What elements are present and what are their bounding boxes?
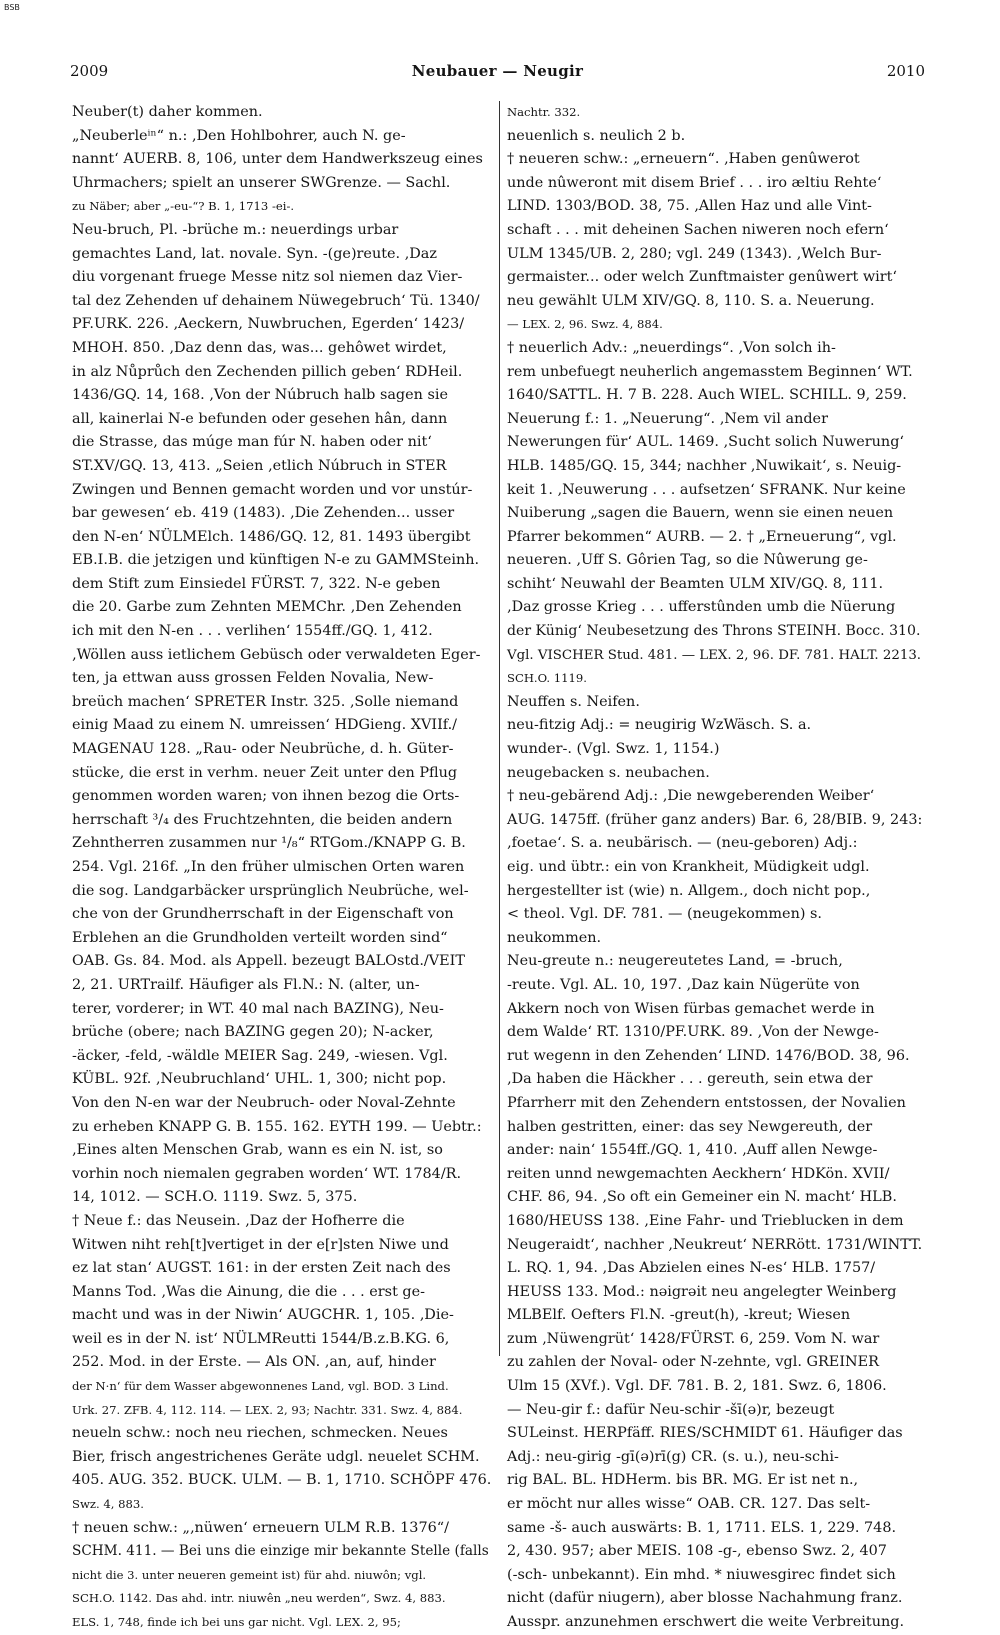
text-line: neueln schw.: noch neu riechen, schmecken. Neues xyxy=(72,1425,448,1442)
text-line: Nuiberung „sagen die Bauern, wenn sie einen neuen xyxy=(507,505,894,522)
text-line: MLBElf. Oefters Fl.N. -greut(h), -kreut; Wiesen xyxy=(507,1307,851,1324)
text-line: die Strasse, das múge man fúr N. haben oder nit‘ xyxy=(72,434,432,451)
column-divider xyxy=(499,101,500,1356)
text-line: 405. AUG. 352. BUCK. ULM. — B. 1, 1710. SCHÖPF 476. xyxy=(72,1472,492,1489)
page-number-left: 2009 xyxy=(70,62,109,80)
text-line: neu-fitzig Adj.: = neugirig WzWäsch. S. a. xyxy=(507,717,812,734)
text-line: ‚Da haben die Häckher . . . gereuth, sein etwa der xyxy=(507,1071,873,1088)
page-number-right: 2010 xyxy=(886,62,925,80)
text-line: CHF. 86, 94. ‚So oft ein Gemeiner ein N. macht‘ HLB. xyxy=(507,1189,897,1206)
text-line: MHOH. 850. ‚Daz denn das, was... gehôwet wirdet, xyxy=(72,339,447,356)
text-line: „Neuberleⁱⁿ“ n.: ‚Den Hohlbohrer, auch N. ge- xyxy=(72,127,406,144)
text-line: OAB. Gs. 84. Mod. als Appell. bezeugt BALOstd./VEIT xyxy=(72,953,465,970)
text-line: † neu-gebärend Adj.: ‚Die newgeberenden Weiber‘ xyxy=(507,788,875,805)
text-line: 1680/HEUSS 138. ‚Eine Fahr- und Trieblucken in dem xyxy=(507,1212,904,1229)
text-line: dem Stift zum Einsiedel FÜRST. 7, 322. N-e geben xyxy=(72,575,441,592)
text-line: neueren. ‚Uff S. Gôrien Tag, so die Nûwerung ge- xyxy=(507,552,868,569)
text-line: PF.URK. 226. ‚Aeckern, Nuwbruchen, Egerden‘ 1423/ xyxy=(72,316,465,333)
text-line: unde nûweront mit disem Brief . . . iro æltiu Rehte‘ xyxy=(507,174,882,191)
text-line: ez lat stan‘ AUGST. 161: in der ersten Zeit nach des xyxy=(72,1260,451,1277)
text-line: Uhrmachers; spielt an unserer SWGrenze. — Sachl. xyxy=(72,174,451,191)
text-line: macht und was in der Niwin‘ AUGCHR. 1, 105. ‚Die- xyxy=(72,1307,454,1324)
text-line: Bier, frisch angestrichenes Geräte udgl. neuelet SCHM. xyxy=(72,1448,480,1465)
text-line: Vgl. VISCHER Stud. 481. — LEX. 2, 96. DF. 781. HALT. 2213. xyxy=(507,647,922,663)
text-line: neugebacken s. neubachen. xyxy=(507,764,710,781)
text-line: neukommen. xyxy=(507,929,602,946)
text-line: Urk. 27. ZFB. 4, 112. 114. — LEX. 2, 93; Nachtr. 331. Swz. 4, 884. xyxy=(72,1402,463,1417)
text-line: Witwen niht reh[t]vertiget in der e[r]sten Niwe und xyxy=(72,1236,449,1253)
text-line: schaft . . . mit deheinen Sachen niweren noch efern‘ xyxy=(507,221,889,238)
text-line: Neugeraidt‘, nachher ‚Neukreut‘ NERRött. 1731/WINTT. xyxy=(507,1236,923,1253)
left-column xyxy=(72,101,493,1629)
text-line: same -š- auch auswärts: B. 1, 1711. ELS. 1, 229. 748. xyxy=(507,1519,897,1536)
text-line: Neuber(t) daher kommen. xyxy=(72,104,263,120)
text-line: SULeinst. HERPfäff. RIES/SCHMIDT 61. Häufiger das xyxy=(507,1425,903,1442)
text-line: ‚foetae‘. S. a. neubärisch. — (neu-geboren) Adj.: xyxy=(507,835,858,852)
text-line: < theol. Vgl. DF. 781. — (neugekommen) s. xyxy=(507,906,822,923)
text-line: † Neue f.: das Neusein. ‚Daz der Hofherre die xyxy=(72,1212,405,1229)
text-line: tal dez Zehenden uf dehainem Nüwegebruch‘ Tü. 1340/ xyxy=(72,292,480,309)
text-line: ST.XV/GQ. 13, 413. „Seien ‚etlich Núbruch in STER xyxy=(72,457,447,474)
text-line: Akkern noch von Wisen fürbas gemachet werde in xyxy=(507,1000,875,1017)
text-line: † neuen schw.: „‚nüwen‘ erneuern ULM R.B. 1376“/ xyxy=(72,1519,449,1536)
text-line: rig BAL. BL. HDHerm. bis BR. MG. Er ist net n., xyxy=(507,1472,859,1489)
text-line: SCH.O. 1142. Das ahd. intr. niuwên „neu werden“, Swz. 4, 883. xyxy=(72,1591,446,1606)
right-column xyxy=(507,101,925,1630)
text-line: den N-en‘ NÜLMElch. 1486/GQ. 12, 81. 1493 übergibt xyxy=(72,528,471,545)
text-line: terer, vorderer; in WT. 40 mal nach BAZING), Neu- xyxy=(72,1000,444,1017)
text-line: (-sch- unbekannt). Ein mhd. * niuwesgirec findet sich xyxy=(507,1566,896,1583)
text-line: 1436/GQ. 14, 168. ‚Von der Núbruch halb sagen sie xyxy=(72,387,449,404)
text-line: hergestellter ist (wie) n. Allgem., doch nicht pop., xyxy=(507,882,871,899)
text-line: nicht (dafür niugern), aber blosse Nachahmung franz. xyxy=(507,1590,903,1607)
text-line: † neuerlich Adv.: „neuerdings“. ‚Von solch ih- xyxy=(507,339,836,356)
text-line: HEUSS 133. Mod.: nəigrəit neu angelegter Weinberg xyxy=(507,1283,897,1300)
text-line: all, kainerlai N-e befunden oder gesehen hân, dann xyxy=(72,410,448,427)
text-line: LIND. 1303/BOD. 38, 75. ‚Allen Haz und alle Vint- xyxy=(507,198,872,215)
text-line: rut wegenn in den Zehenden‘ LIND. 1476/BOD. 38, 96. xyxy=(507,1047,910,1064)
text-line: einig Maad zu einem N. umreissen‘ HDGieng. XVIIf./ xyxy=(72,717,458,734)
text-line: ich mit den N-en . . . verlihen‘ 1554ff./GQ. 1, 412. xyxy=(72,623,433,640)
text-line: rem unbefuegt neuherlich angemasstem Beginnen‘ WT. xyxy=(507,363,913,380)
text-line: 254. Vgl. 216f. „In den früher ulmischen Orten waren xyxy=(72,859,465,875)
running-title: Neubauer — Neugir xyxy=(411,62,584,80)
text-line: wunder-. (Vgl. Swz. 1, 1154.) xyxy=(507,741,720,758)
text-line: ULM 1345/UB. 2, 280; vgl. 249 (1343). ‚Welch Bur- xyxy=(507,245,882,262)
text-line: die 20. Garbe zum Zehnten MEMChr. ‚Den Zehenden xyxy=(72,599,462,616)
text-line: ander: nain‘ 1554ff./GQ. 1, 410. ‚Auff allen Newge- xyxy=(507,1142,878,1159)
text-line: zum ‚Nüwengrüt‘ 1428/FÜRST. 6, 259. Vom N. war xyxy=(507,1330,880,1347)
text-line: Pfarrherr mit den Zehendern entstossen, der Novalien xyxy=(507,1094,906,1111)
text-line: ‚Daz grosse Krieg . . . ufferstûnden umb die Nüerung xyxy=(507,599,896,616)
text-line: herrschaft ³/₄ des Fruchtzehnten, die beiden andern xyxy=(72,811,453,828)
text-line: zu Näber; aber „-eu-“? B. 1, 1713 -ei-. xyxy=(72,199,295,214)
text-line: stücke, die erst in verhm. neuer Zeit unter den Pflug xyxy=(72,764,458,781)
text-line: er möcht nur alles wisse“ OAB. CR. 127. Das selt- xyxy=(507,1496,871,1513)
text-line: Nachtr. 332. xyxy=(507,105,581,119)
text-line: eig. und übtr.: ein von Krankheit, Müdigkeit udgl. xyxy=(507,859,870,875)
text-line: brüche (obere; nach BAZING gegen 20); N-acker, xyxy=(72,1024,434,1041)
text-line: nicht die 3. unter neueren gemeint ist) für ahd. niuwôn; vgl. xyxy=(72,1567,427,1582)
text-line: 14, 1012. — SCH.O. 1119. Swz. 5, 375. xyxy=(72,1189,358,1206)
text-line: in alz Nůprůch den Zechenden pillich geben‘ RDHeil. xyxy=(72,363,463,380)
text-line: AUG. 1475ff. (früher ganz anders) Bar. 6, 28/BIB. 9, 243: xyxy=(507,811,923,828)
text-line: Ulm 15 (XVf.). Vgl. DF. 781. B. 2, 181. Swz. 6, 1806. xyxy=(507,1378,887,1395)
text-line: vorhin noch niemalen gegraben worden‘ WT. 1784/R. xyxy=(72,1165,462,1182)
text-line: SCHM. 411. — Bei uns die einzige mir bekannte Stelle (falls xyxy=(72,1543,489,1560)
text-line: germaister... oder welch Zunftmaister genûwert wirt‘ xyxy=(507,269,898,286)
text-line: Ausspr. anzunehmen erschwert die weite Verbreitung. xyxy=(507,1614,905,1630)
text-line: EB.I.B. die jetzigen und künftigen N-e zu GAMMSteinh. xyxy=(72,552,480,569)
text-line: Neu-greute n.: neugereutetes Land, = -bruch, xyxy=(507,953,843,970)
text-line: ELS. 1, 748, finde ich bei uns gar nicht. Vgl. LEX. 2, 95; xyxy=(72,1615,401,1629)
text-line: weil es in der N. ist‘ NÜLMReutti 1544/B.z.B.KG. 6, xyxy=(72,1330,450,1347)
text-line: der Künig‘ Neubesetzung des Throns STEINH. Bocc. 310. xyxy=(507,623,921,640)
text-line: 2, 430. 957; aber MEIS. 108 -g-, ebenso Swz. 2, 407 xyxy=(507,1543,887,1560)
text-line: ten, ja ettwan auss grossen Felden Novalia, New- xyxy=(72,670,434,687)
text-line: SCH.O. 1119. xyxy=(507,671,587,686)
text-line: genommen worden waren; von ihnen bezog die Orts- xyxy=(72,788,460,805)
text-line: breüch machen‘ SPRETER Instr. 325. ‚Solle niemand xyxy=(72,693,459,710)
text-line: 252. Mod. in der Erste. — Als ON. ‚an, auf, hinder xyxy=(72,1354,436,1371)
text-line: neuenlich s. neulich 2 b. xyxy=(507,127,686,144)
text-line: zu zahlen der Noval- oder N-zehnte, vgl. GREINER xyxy=(507,1354,879,1371)
text-line: gemachtes Land, lat. novale. Syn. -(ge)reute. ‚Daz xyxy=(72,245,437,262)
text-line: die sog. Landgarbäcker ursprünglich Neubrüche, wel- xyxy=(72,882,469,899)
text-line: Erblehen an die Grundholden verteilt worden sind“ xyxy=(72,929,448,946)
text-line: — LEX. 2, 96. Swz. 4, 884. xyxy=(507,317,663,332)
text-line: Manns Tod. ‚Was die Ainung, die die . . . erst ge- xyxy=(72,1283,426,1300)
text-line: reiten unnd newgemachten Aeckhern‘ HDKön. XVII/ xyxy=(507,1165,890,1182)
text-line: Zwingen und Bennen gemacht worden und vor unstúr- xyxy=(72,481,473,498)
library-stamp: BSB xyxy=(4,3,20,12)
text-line: der N·n‘ für dem Wasser abgewonnenes Land, vgl. BOD. 3 Lind. xyxy=(72,1379,449,1394)
text-line: KÜBL. 92f. ‚Neubruchland‘ UHL. 1, 300; nicht pop. xyxy=(72,1071,447,1088)
text-line: ‚Eines alten Menschen Grab, wann es ein N. ist, so xyxy=(72,1142,443,1159)
text-line: keit 1. ‚Neuwerung . . . aufsetzen‘ SFRANK. Nur keine xyxy=(507,481,906,498)
text-line: dem Walde‘ RT. 1310/PF.URK. 89. ‚Von der Newge- xyxy=(507,1024,879,1041)
text-line: zu erheben KNAPP G. B. 155. 162. EYTH 199. — Uebtr.: xyxy=(72,1118,482,1135)
text-line: nannt‘ AUERB. 8, 106, unter dem Handwerkszeug eines xyxy=(72,151,483,168)
text-line: -äcker, -feld, -wäldle MEIER Sag. 249, -wiesen. Vgl. xyxy=(72,1047,448,1064)
text-line: 2, 21. URTrailf. Häufiger als Fl.N.: N. (alter, un- xyxy=(72,976,420,993)
text-line: — Neu-gir f.: dafür Neu-schir -šī(ə)r, bezeugt xyxy=(507,1401,835,1418)
text-line: † neueren schw.: „erneuern“. ‚Haben genûwerot xyxy=(507,151,860,168)
text-line: Adj.: neu-girig -gī(ə)rī(g) CR. (s. u.), neu-schi- xyxy=(507,1448,839,1465)
text-line: Pfarrer bekommen“ AURB. — 2. † „Erneuerung“, vgl. xyxy=(507,528,897,545)
text-line: ‚Wöllen auss ietlichem Gebüsch oder verwaldeten Eger- xyxy=(72,646,481,663)
text-line: Neu-bruch, Pl. -brüche m.: neuerdings urbar xyxy=(72,221,399,238)
text-line: Von den N-en war der Neubruch- oder Noval-Zehnte xyxy=(72,1094,456,1111)
text-line: bar gewesen‘ eb. 419 (1483). ‚Die Zehenden... usser xyxy=(72,505,455,522)
text-line: neu gewählt ULM XIV/GQ. 8, 110. S. a. Neuerung. xyxy=(507,292,875,309)
text-line: che von der Grundherrschaft in der Eigenschaft von xyxy=(72,906,454,923)
text-line: schiht‘ Neuwahl der Beamten ULM XIV/GQ. 8, 111. xyxy=(507,575,884,592)
text-line: L. RQ. 1, 94. ‚Das Abzielen eines N-es‘ HLB. 1757/ xyxy=(507,1260,876,1277)
text-line: Neuffen s. Neifen. xyxy=(507,693,640,710)
text-line: Neuerung f.: 1. „Neuerung“. ‚Nem vil ander xyxy=(507,410,828,427)
text-line: -reute. Vgl. AL. 10, 197. ‚Daz kain Nügerüte von xyxy=(507,976,860,993)
text-line: diu vorgenant fruege Messe nitz sol niemen daz Vier- xyxy=(72,269,463,286)
text-line: MAGENAU 128. „Rau- oder Neubrüche, d. h. Güter- xyxy=(72,741,454,758)
text-line: Swz. 4, 883. xyxy=(72,1497,144,1512)
text-line: HLB. 1485/GQ. 15, 344; nachher ‚Nuwikait‘, s. Neuig- xyxy=(507,457,902,474)
text-line: Zehntherren zusammen nur ¹/₈“ RTGom./KNAPP G. B. xyxy=(72,835,466,852)
page-header xyxy=(70,62,925,86)
text-line: Newerungen für‘ AUL. 1469. ‚Sucht solich Nuwerung‘ xyxy=(507,434,904,451)
text-line: 1640/SATTL. H. 7 B. 228. Auch WIEL. SCHILL. 9, 259. xyxy=(507,387,907,404)
text-line: halben gestritten, einer: das sey Newgereuth, der xyxy=(507,1118,873,1135)
